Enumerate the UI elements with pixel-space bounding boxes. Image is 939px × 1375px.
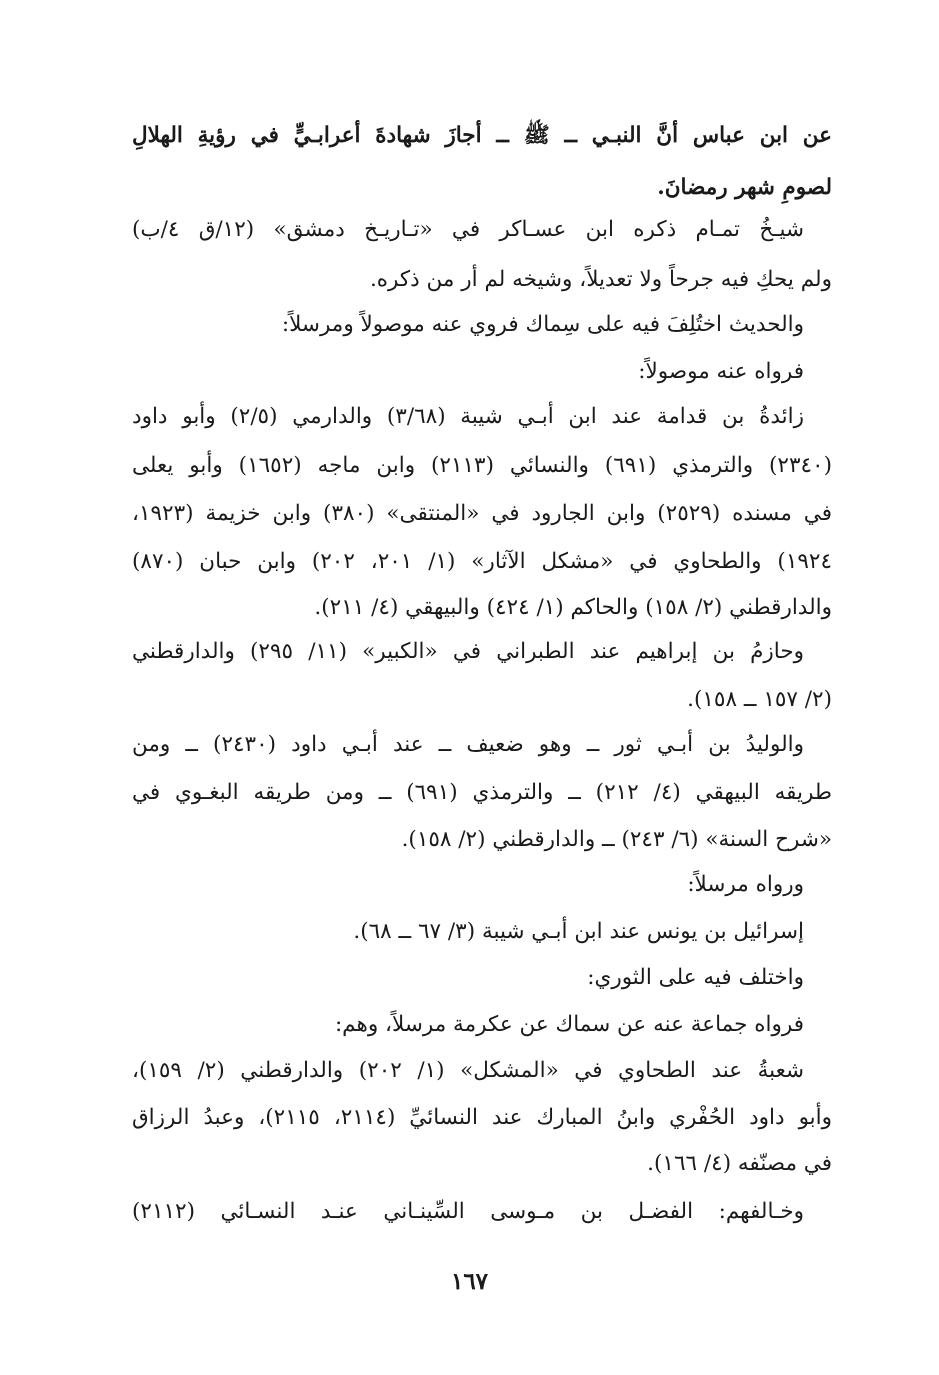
text-line: والحديث اختُلِفَ فيه على سِماك فروي عنه موصولاً ومرسلاً: (281, 312, 804, 337)
text-line: ولم يحكِ فيه جرحاً ولا تعديلاً، وشيخه لم أر من ذكره. (369, 267, 832, 292)
text-line: والدارقطني (٢/ ١٥٨) والحاكم (١/ ٤٢٤) والبيهقي (٤/ ٢١١). (314, 595, 832, 620)
text-line: في مسنده (٢٥٢٩) وابن الجارود في «المنتقى» (٣٨٠) وابن خزيمة (١٩٢٣، (132, 501, 832, 526)
text-line: واختلف فيه على الثوري: (587, 965, 804, 990)
text-line: زائدةُ بن قدامة عند ابن أبـي شيبة (٣/٦٨) والدارمي (٢/٥) وأبو داود (132, 404, 804, 429)
text-line: (٢٣٤٠) والترمذي (٦٩١) والنسائي (٢١١٣) وابن ماجه (١٦٥٢) وأبو يعلى (132, 453, 832, 478)
text-line: وأبو داود الحُفْري وابنُ المبارك عند النسائيِّ (٢١١٤، ٢١١٥)، وعبدُ الرزاق (132, 1105, 833, 1130)
text-line: والوليدُ بن أبـي ثور ــ وهو ضعيف ــ عند أبـي داود (٢٤٣٠) ــ ومن (132, 732, 804, 757)
text-line: شيـخُ تمـام ذكره ابن عسـاكر في «تـاريـخ دمشق» (١٢/ق ٤/ب) (132, 217, 804, 242)
text-line: (٢/ ١٥٧ ــ ١٥٨). (687, 687, 832, 712)
text-line: إسرائيل بن يونس عند ابن أبـي شيبة (٣/ ٦٧ ــ ٦٨). (353, 919, 804, 944)
text-line: طريقه البيهقي (٤/ ٢١٢) ــ والترمذي (٦٩١) ــ ومن طريقه البغـوي في (132, 780, 833, 805)
text-line: ١٩٢٤) والطحاوي في «مشكل الآثار» (١/ ٢٠١، ٢٠٢) وابن حبان (٨٧٠) (132, 549, 833, 574)
text-line: فرواه عنه موصولاً: (638, 359, 804, 384)
text-line: لصومِ شهر رمضانَ. (657, 175, 832, 200)
page-number: ١٦٧ (450, 1268, 489, 1295)
text-line: شعبةُ عند الطحاوي في «المشكل» (١/ ٢٠٢) والدارقطني (٢/ ١٥٩)، (132, 1058, 804, 1083)
text-line: ورواه مرسلاً: (687, 872, 804, 897)
text-line: وحازمُ بن إبراهيم عند الطبراني في «الكبير» (١١/ ٢٩٥) والدارقطني (132, 639, 805, 664)
text-line: «شرح السنة» (٦/ ٢٤٣) ــ والدارقطني (٢/ ١٥٨). (401, 827, 832, 852)
text-line: فرواه جماعة عنه عن سماك عن عكرمة مرسلاً، وهم: (334, 1012, 804, 1037)
text-line: في مصنّفه (٤/ ١٦٦). (647, 1151, 832, 1176)
text-line: عن ابن عباس أنَّ النبـي ــ ﷺ ــ أجازَ شهادةَ أعرابـيٍّ في رؤيةِ الهلالِ (132, 123, 832, 148)
text-line: وخـالفهم: الفضـل بن مـوسى السِّينـاني عنـد النسـائي (٢١١٢) (132, 1199, 804, 1224)
